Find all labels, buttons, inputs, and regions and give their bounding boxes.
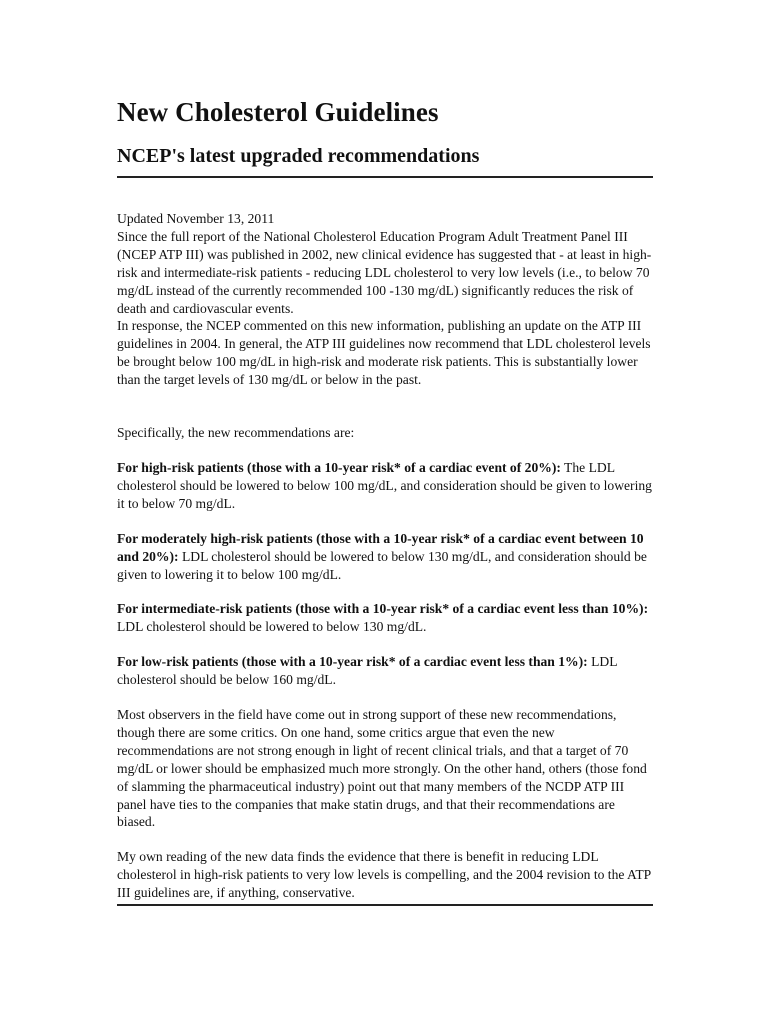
recommendation-heading: For moderately high-risk patients (those with a 10-year risk* of a cardiac event between 10 and 20%): xyxy=(117,530,644,564)
document-page xyxy=(117,92,653,906)
page-subtitle: NCEP's latest upgraded recommendations xyxy=(117,145,480,167)
footer-divider xyxy=(117,904,653,906)
recommendation-low-risk xyxy=(117,653,653,689)
specifically-line: Specifically, the new recommendations are: xyxy=(117,425,355,441)
recommendation-heading: For high-risk patients (those with a 10-year risk* of a cardiac event of 20%): xyxy=(117,459,561,475)
article-body xyxy=(117,210,653,902)
page-title: New Cholesterol Guidelines xyxy=(117,97,439,127)
conclusion-paragraph: My own reading of the new data finds the evidence that there is benefit in reducing LDL cholesterol in high-risk patients to very low levels is compelling, and the 2004 revision to the ATP III guidelines are, if anything, conservative. xyxy=(117,849,651,901)
updated-date: Updated November 13, 2011 xyxy=(117,211,275,226)
intro-paragraph-1: Since the full report of the National Cholesterol Education Program Adult Treatment Panel III (NCEP ATP III) was published in 2002, new clinical evidence has suggested that - at least in high-risk and intermediate-risk patients - reducing LDL cholesterol to very low levels (i.e., to below 70 mg/dL instead of the currently recommended 100 -130 mg/dL) significantly reduces the risk of death and cardiovascular events. xyxy=(117,228,652,316)
intro-paragraph-2: In response, the NCEP commented on this new information, publishing an update on the ATP III guidelines in 2004. In general, the ATP III guidelines now recommend that LDL cholesterol levels be brought below 100 mg/dL in high-risk and moderate risk patients. This is substantially lower than the target levels of 130 mg/dL or below in the past. xyxy=(117,318,651,388)
recommendation-text: LDL cholesterol should be below 160 mg/dL. xyxy=(117,654,618,688)
recommendation-heading: For intermediate-risk patients (those with a 10-year risk* of a cardiac event less than 10%): xyxy=(117,601,649,617)
observers-paragraph: Most observers in the field have come out in strong support of these new recommendations, though there are some critics. On one hand, some critics argue that even the new recommendations are not strong enough in light of recent clinical trials, and that a target of 70 mg/dL or lower should be emphasized much more strongly. On the other hand, others (those fond of slamming the pharmaceutical industry) point out that many members of the NCDP ATP III panel have ties to the companies that make statin drugs, and that their recommendations are biased. xyxy=(117,707,647,830)
recommendation-high-risk xyxy=(117,459,653,513)
header-divider xyxy=(117,176,653,178)
recommendation-heading: For low-risk patients (those with a 10-year risk* of a cardiac event less than 1%): xyxy=(117,654,588,670)
recommendation-moderately-high-risk xyxy=(117,530,653,584)
recommendation-text: LDL cholesterol should be lowered to below 130 mg/dL, and consideration should be given to lowering it to below 100 mg/dL. xyxy=(117,548,647,582)
recommendation-intermediate-risk xyxy=(117,600,653,636)
recommendation-text: LDL cholesterol should be lowered to below 130 mg/dL. xyxy=(117,619,427,635)
recommendation-text: The LDL cholesterol should be lowered to below 100 mg/dL, and consideration should be given to lowering it to below 70 mg/dL. xyxy=(117,459,652,511)
